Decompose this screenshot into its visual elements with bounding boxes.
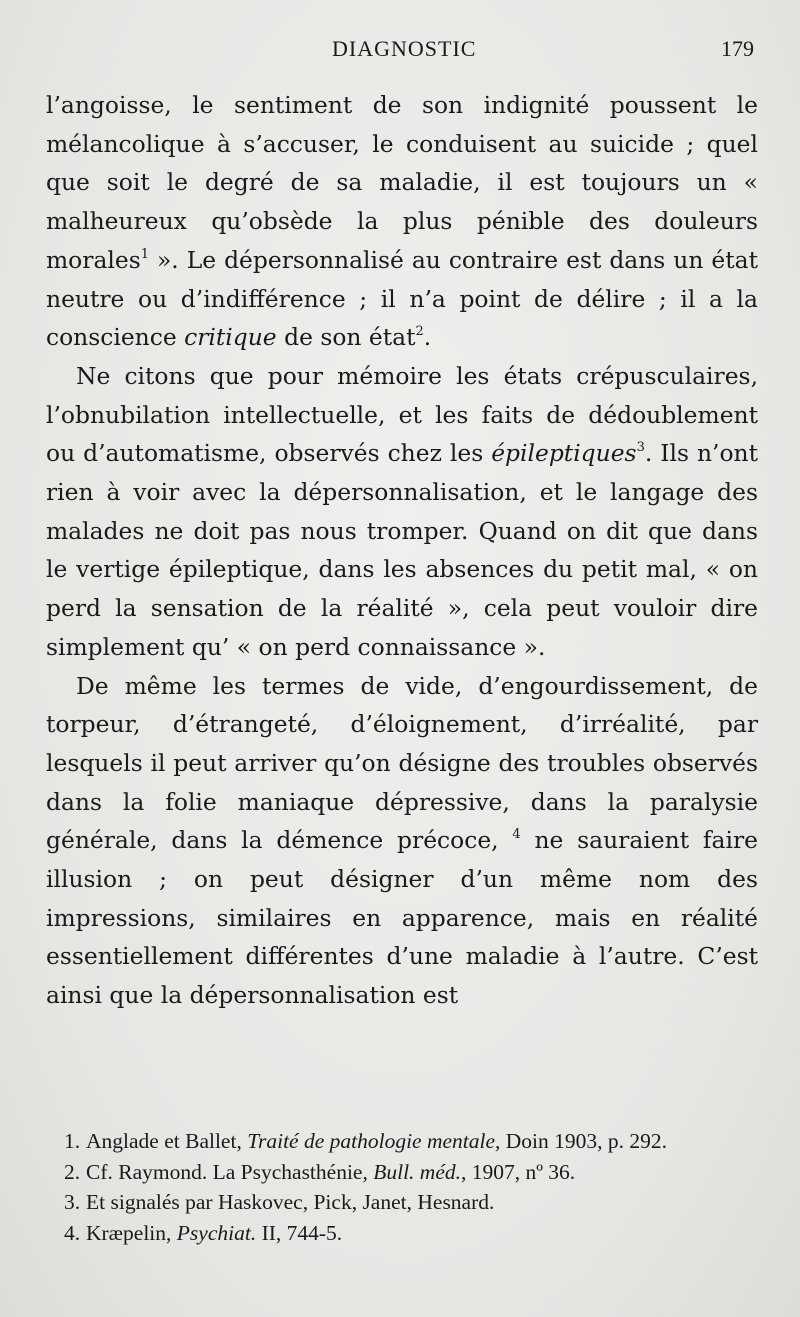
footnote-4	[46, 1218, 758, 1249]
footnote-ref-2: 2	[415, 324, 424, 340]
footnote-text: II, 744-5.	[256, 1220, 343, 1245]
footnotes	[46, 1126, 758, 1248]
paragraph-1-text: de son état	[276, 323, 416, 352]
body-text	[46, 86, 758, 1015]
footnote-number: 3.	[64, 1190, 81, 1214]
footnote-2	[46, 1157, 758, 1188]
footnote-number: 1.	[64, 1129, 81, 1153]
paragraph-1-text: l’angoisse, le sentiment de son indignité poussent le mélancolique à s’accuser, le conduisent au suicide ; quel que soit le degré de sa maladie, il est toujours un « malheureux qu’obsède la plus pénible des douleurs morales	[46, 91, 758, 274]
footnote-text: Cf. Raymond. La Psychasthénie,	[86, 1159, 374, 1184]
paragraph-1	[46, 86, 758, 357]
footnote-1	[46, 1126, 758, 1157]
paragraph-2-text: . Ils n’ont rien à voir avec la dépersonnalisation, et le langage des malades ne doit pas nous tromper. Quand on dit que dans le vertige épileptique, dans les absences du petit mal, « on perd la sensation de la réalité », cela peut vouloir dire simplement qu’ « on perd connaissance ».	[46, 439, 759, 661]
footnote-text: Et signalés par Haskovec, Pick, Janet, Hesnard.	[86, 1190, 495, 1214]
footnote-italic: Bull. méd.	[373, 1159, 461, 1184]
footnote-ref-4: 4	[512, 827, 521, 843]
footnote-number: 4.	[64, 1220, 81, 1245]
footnote-text: Doin 1903, p. 292.	[500, 1129, 668, 1153]
running-title: DIAGNOSTIC	[332, 36, 477, 61]
paragraph-1-text: .	[423, 323, 432, 352]
paragraph-3	[46, 667, 758, 1015]
footnote-number: 2.	[64, 1159, 81, 1184]
paragraph-2-text: Ne citons que pour mémoire les états crépusculaires, l’obnubilation intellectuelle, et les faits de dédoublement ou d’automatisme, observés chez les	[46, 361, 758, 468]
page-number: 179	[721, 36, 754, 61]
paragraph-1-text: ». Le dépersonnalisé au contraire est dans un état neutre ou d’indifférence ; il n’a point de délire ; il a la conscience	[46, 245, 758, 352]
footnote-3	[46, 1187, 758, 1218]
footnote-text: , 1907, nº 36.	[461, 1159, 576, 1184]
footnote-italic: Traité de pathologie mentale,	[247, 1129, 501, 1153]
page-header	[0, 36, 800, 66]
paragraph-3-text: ne sauraient faire illusion ; on peut désigner d’un même nom des impressions, similaires en apparence, mais en réalité essentiellement différentes d’une maladie à l’autre. C’est ainsi que la dépersonnalisation est	[46, 826, 758, 1010]
paragraph-2	[46, 357, 758, 667]
italic-term: épileptiques	[491, 439, 637, 468]
footnote-text: Anglade et Ballet,	[86, 1129, 248, 1153]
footnote-italic: Psychiat.	[176, 1220, 257, 1245]
footnote-text: Kræpelin,	[86, 1220, 177, 1245]
footnote-ref-3: 3	[636, 440, 645, 456]
italic-term: critique	[184, 323, 277, 352]
footnote-ref-1: 1	[140, 246, 149, 262]
paragraph-3-text: De même les termes de vide, d’engourdissement, de torpeur, d’étrangeté, d’éloignement, d’irréalité, par lesquels il peut arriver qu’on désigne des troubles observés dans la folie maniaque dépressive, dans la paralysie générale, dans la démence précoce,	[46, 671, 758, 855]
